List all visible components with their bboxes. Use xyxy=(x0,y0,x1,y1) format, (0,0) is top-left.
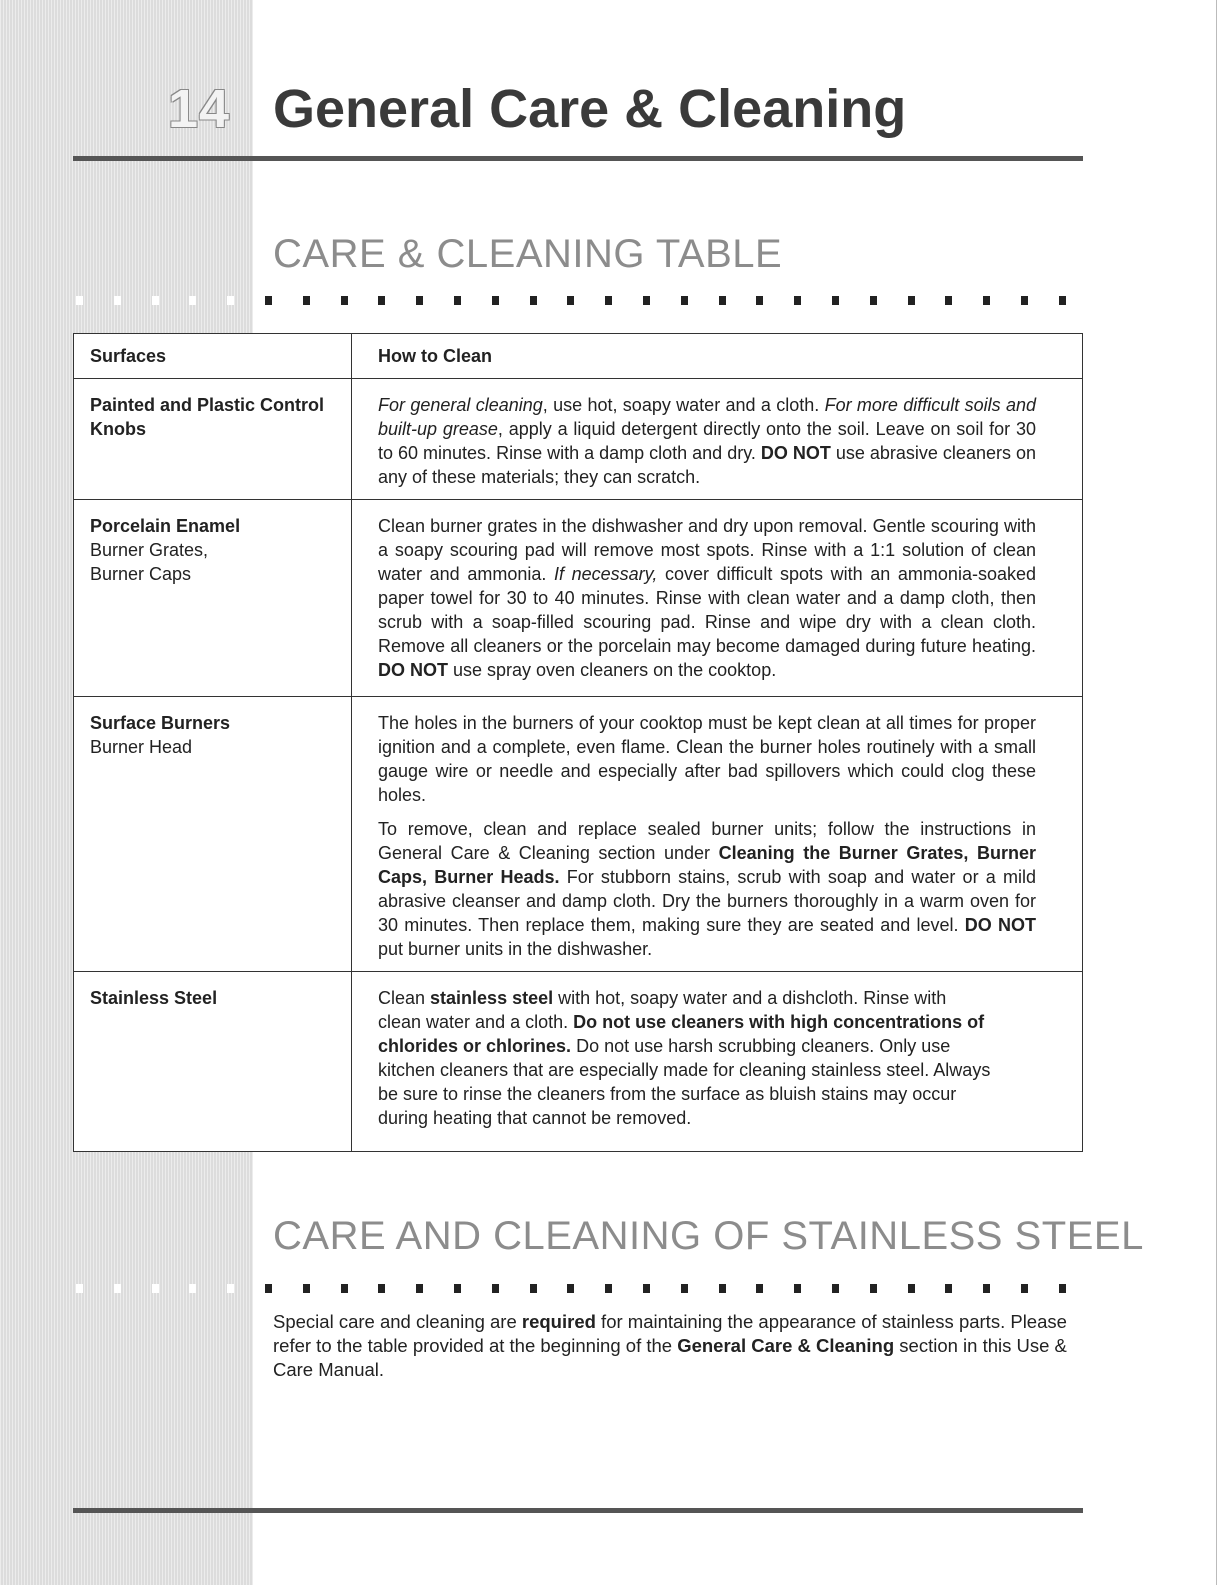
surface-name: Porcelain Enamel xyxy=(90,516,241,536)
instruction-text: The holes in the burners of your cooktop must be kept clean at all times for proper ignition and a complete, even flame. Clean the burner holes routinely with a small gauge wire or needle and especially after bad spillovers which could clog these holes. xyxy=(378,713,1036,805)
divider-dot xyxy=(76,1284,83,1293)
divider-dot xyxy=(416,1284,423,1293)
surface-cell xyxy=(74,972,352,1152)
how-to-clean-cell xyxy=(352,972,1083,1152)
surface-cell xyxy=(74,500,352,697)
instruction-text: Clean stainless steel with hot, soapy water and a dishcloth. Rinse with clean water and a cloth. Do not use cleaners with high concentrations of chlorides or chlorines. Do not use harsh scrubbing cleaners. Only use kitchen cleaners that are especially made for cleaning stainless steel. Always be sure to rinse the cleaners from the surface as bluish stains may occur during heating that cannot be removed. xyxy=(378,988,991,1128)
divider-dot xyxy=(189,1284,196,1293)
divider-dot xyxy=(983,1284,990,1293)
how-to-clean-cell xyxy=(352,379,1083,500)
table-header-row xyxy=(74,334,1083,379)
divider-dot xyxy=(719,296,726,305)
section-heading-stainless-steel: CARE AND CLEANING OF STAINLESS STEEL xyxy=(273,1214,1144,1258)
table-row xyxy=(74,379,1083,500)
divider-dot xyxy=(152,1284,159,1293)
divider-dot xyxy=(643,296,650,305)
surface-subtype: Burner Caps xyxy=(90,564,192,584)
page-number: 14 xyxy=(168,79,231,139)
divider-dot xyxy=(1059,296,1066,305)
divider-dot xyxy=(378,1284,385,1293)
divider-dot xyxy=(832,1284,839,1293)
divider-dot xyxy=(756,1284,763,1293)
surface-name: Painted and Plastic Control Knobs xyxy=(90,395,325,439)
divider-dot xyxy=(794,1284,801,1293)
divider-dot xyxy=(189,296,196,305)
divider-dot xyxy=(114,296,121,305)
divider-dot xyxy=(492,296,499,305)
divider-dot xyxy=(870,1284,877,1293)
divider-dot xyxy=(416,296,423,305)
table-row xyxy=(74,500,1083,697)
divider-dot xyxy=(567,296,574,305)
divider-dot xyxy=(832,296,839,305)
divider-dot xyxy=(227,1284,234,1293)
divider-dot xyxy=(152,296,159,305)
top-rule xyxy=(73,156,1083,161)
instruction-text: For general cleaning, use hot, soapy water and a cloth. For more difficult soils and built-up grease, apply a liquid detergent directly onto the soil. Leave on soil for 30 to 60 minutes. Rinse with a damp cloth and dry. DO NOT use abrasive cleaners on any of these materials; they can scratch. xyxy=(378,395,1036,487)
divider-dot xyxy=(114,1284,121,1293)
divider-dot xyxy=(908,1284,915,1293)
divider-dot xyxy=(908,296,915,305)
divider-dot xyxy=(605,1284,612,1293)
divider-dot xyxy=(643,1284,650,1293)
divider-dot xyxy=(681,1284,688,1293)
how-to-clean-cell xyxy=(352,697,1083,972)
divider-dot xyxy=(567,1284,574,1293)
surface-name: Stainless Steel xyxy=(90,988,218,1008)
divider-dot xyxy=(1021,296,1028,305)
divider-dot xyxy=(794,296,801,305)
surface-name: Surface Burners xyxy=(90,713,231,733)
surface-cell xyxy=(74,379,352,500)
divider-dot xyxy=(378,296,385,305)
divider-dot xyxy=(530,1284,537,1293)
divider-dot xyxy=(945,296,952,305)
dotted-divider xyxy=(73,1284,1083,1296)
surface-subtype: Burner Grates, xyxy=(90,540,209,560)
divider-dot xyxy=(454,296,461,305)
instruction-text: To remove, clean and replace sealed burner units; follow the instructions in General Care & Cleaning section under Cleaning the Burner Grates, Burner Caps, Burner Heads. For stubborn stains, scrub with soap and water or a mild abrasive cleanser and damp cloth. Dry the burners thoroughly in a warm oven for 30 minutes. Then replace them, making sure they are seated and level. DO NOT put burner units in the dishwasher. xyxy=(378,819,1036,959)
divider-dot xyxy=(1059,1284,1066,1293)
divider-dot xyxy=(303,1284,310,1293)
how-to-clean-cell xyxy=(352,500,1083,697)
column-header-surfaces: Surfaces xyxy=(74,334,352,379)
table-row xyxy=(74,697,1083,972)
dotted-divider xyxy=(73,296,1083,308)
surface-subtype: Burner Head xyxy=(90,737,193,757)
divider-dot xyxy=(227,296,234,305)
divider-dot xyxy=(983,296,990,305)
table-row xyxy=(74,972,1083,1152)
divider-dot xyxy=(605,296,612,305)
care-cleaning-table xyxy=(73,333,1083,1152)
column-header-how-to-clean: How to Clean xyxy=(352,334,1083,379)
divider-dot xyxy=(454,1284,461,1293)
divider-dot xyxy=(303,296,310,305)
section-heading-care-table: CARE & CLEANING TABLE xyxy=(273,232,783,276)
divider-dot xyxy=(719,1284,726,1293)
divider-dot xyxy=(492,1284,499,1293)
divider-dot xyxy=(76,296,83,305)
divider-dot xyxy=(756,296,763,305)
divider-dot xyxy=(1021,1284,1028,1293)
surface-cell xyxy=(74,697,352,972)
divider-dot xyxy=(870,296,877,305)
bottom-rule xyxy=(73,1508,1083,1513)
instruction-text: Clean burner grates in the dishwasher and dry upon removal. Gentle scouring with a soapy scouring pad will remove most spots. Rinse with a 1:1 solution of clean water and ammonia. If necessary, cover difficult spots with an ammonia-soaked paper towel for 30 to 40 minutes. Rinse with clean water and a damp cloth, then scrub with a soap-filled scouring pad. Rinse and wipe dry with a clean cloth. Remove all cleaners or the porcelain may become damaged during future heating. DO NOT use spray oven cleaners on the cooktop. xyxy=(378,516,1036,680)
divider-dot xyxy=(341,296,348,305)
right-edge-line xyxy=(1216,0,1217,1585)
divider-dot xyxy=(945,1284,952,1293)
divider-dot xyxy=(265,1284,272,1293)
stainless-steel-intro-text: Special care and cleaning are required for maintaining the appearance of stainless parts. Please refer to the table provided at the beginning of the General Care & Cleaning section in this Use & Care Manual. xyxy=(273,1311,1067,1380)
page-title: General Care & Cleaning xyxy=(273,79,907,139)
divider-dot xyxy=(265,296,272,305)
divider-dot xyxy=(530,296,537,305)
divider-dot xyxy=(681,296,688,305)
divider-dot xyxy=(341,1284,348,1293)
